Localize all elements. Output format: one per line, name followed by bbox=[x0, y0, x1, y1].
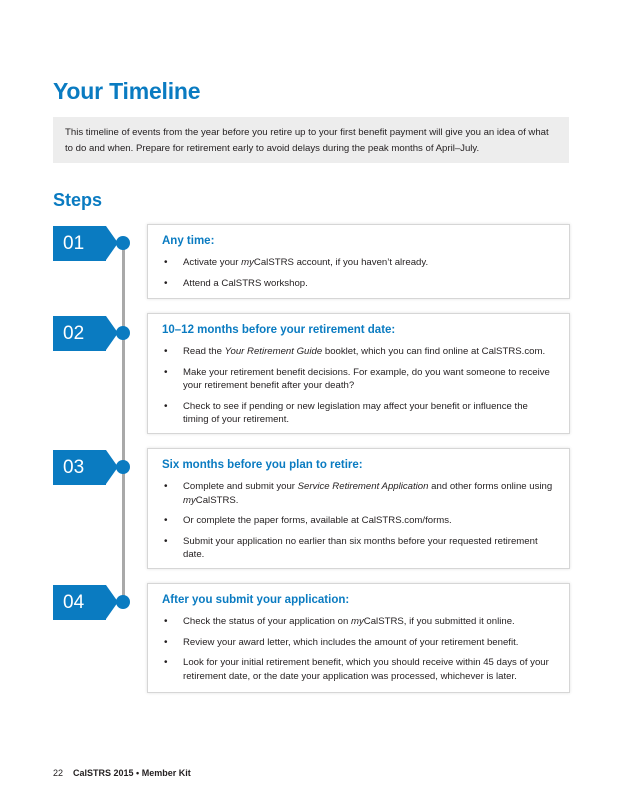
bullet-text: Read the bbox=[183, 346, 225, 357]
step-dot-03 bbox=[116, 460, 130, 474]
bullet-text: Attend a CalSTRS workshop. bbox=[183, 277, 308, 289]
list-item bbox=[162, 400, 555, 427]
bullet-emphasis: my bbox=[183, 494, 196, 506]
steps-heading: Steps bbox=[53, 190, 103, 210]
step-heading-03: Six months before you plan to retire: bbox=[162, 459, 363, 471]
step-heading-02: 10–12 months before your retirement date: bbox=[162, 324, 396, 336]
bullet-text: and other forms online using bbox=[428, 481, 553, 492]
step-list-03 bbox=[162, 480, 555, 562]
step-dot-02 bbox=[116, 326, 130, 340]
step-card-02 bbox=[147, 313, 570, 434]
list-item bbox=[162, 535, 555, 562]
list-item bbox=[162, 277, 555, 291]
list-item bbox=[162, 514, 555, 528]
page-number: 22 bbox=[53, 768, 64, 778]
step-card-01 bbox=[147, 224, 570, 299]
page-title: Your Timeline bbox=[53, 78, 201, 104]
step-card-03 bbox=[147, 448, 570, 569]
page-footer bbox=[53, 768, 191, 778]
step-list-01 bbox=[162, 256, 555, 290]
bullet-text: Complete and submit your bbox=[183, 481, 298, 492]
timeline-line bbox=[122, 243, 125, 603]
bullet-text: Or complete the paper forms, available at CalSTRS.com/forms. bbox=[183, 515, 452, 526]
step-badge-01: 01 bbox=[53, 226, 106, 261]
bullet-text: Review your award letter, which includes the amount of your retirement benefit. bbox=[183, 636, 519, 648]
step-badge-04: 04 bbox=[53, 585, 106, 620]
list-item bbox=[162, 656, 555, 683]
bullet-emphasis: Your Retirement Guide bbox=[224, 346, 323, 357]
list-item bbox=[162, 256, 555, 270]
list-item bbox=[162, 480, 555, 507]
bullet-emphasis: my bbox=[241, 257, 254, 268]
bullet-text: Look for your initial retirement benefit, which you should receive within 45 days of your retirement date, or the date your application was processed, whichever is later. bbox=[183, 657, 549, 682]
bullet-emphasis: my bbox=[351, 616, 364, 627]
bullet-text: CalSTRS, if you submitted it online. bbox=[363, 616, 515, 627]
step-badge-02: 02 bbox=[53, 316, 106, 351]
list-item bbox=[162, 636, 555, 650]
intro-box bbox=[53, 117, 569, 163]
list-item bbox=[162, 615, 555, 629]
footer-text: CalSTRS 2015 • Member Kit bbox=[73, 768, 191, 778]
bullet-text: Submit your application no earlier than six months before your requested retirement date. bbox=[183, 535, 538, 560]
step-heading-01: Any time: bbox=[162, 235, 215, 247]
bullet-text: Check to see if pending or new legislation may affect your benefit or influence the timing of your retirement. bbox=[183, 400, 528, 425]
intro-text: This timeline of events from the year before you retire up to your first benefit payment will give you an idea of what to do and when. Prepare for retirement early to avoid delays during the peak months of April–July. bbox=[65, 127, 549, 154]
bullet-text: Check the status of your application on bbox=[183, 616, 351, 627]
list-item bbox=[162, 366, 555, 393]
step-list-04 bbox=[162, 615, 555, 683]
step-dot-04 bbox=[116, 595, 130, 609]
step-dot-01 bbox=[116, 236, 130, 250]
bullet-text: Make your retirement benefit decisions. For example, do you want someone to receive your retirement benefit after your death? bbox=[183, 366, 550, 391]
list-item bbox=[162, 345, 555, 359]
step-badge-03: 03 bbox=[53, 450, 106, 485]
step-card-04 bbox=[147, 583, 570, 693]
bullet-emphasis: Service Retirement Application bbox=[297, 481, 429, 492]
bullet-text: CalSTRS. bbox=[195, 494, 239, 506]
step-heading-04: After you submit your application: bbox=[162, 594, 350, 606]
bullet-text: Activate your bbox=[183, 257, 242, 268]
step-list-02 bbox=[162, 345, 555, 427]
bullet-text: booklet, which you can find online at CalSTRS.com. bbox=[322, 346, 546, 357]
bullet-text: CalSTRS account, if you haven’t already. bbox=[253, 257, 429, 268]
